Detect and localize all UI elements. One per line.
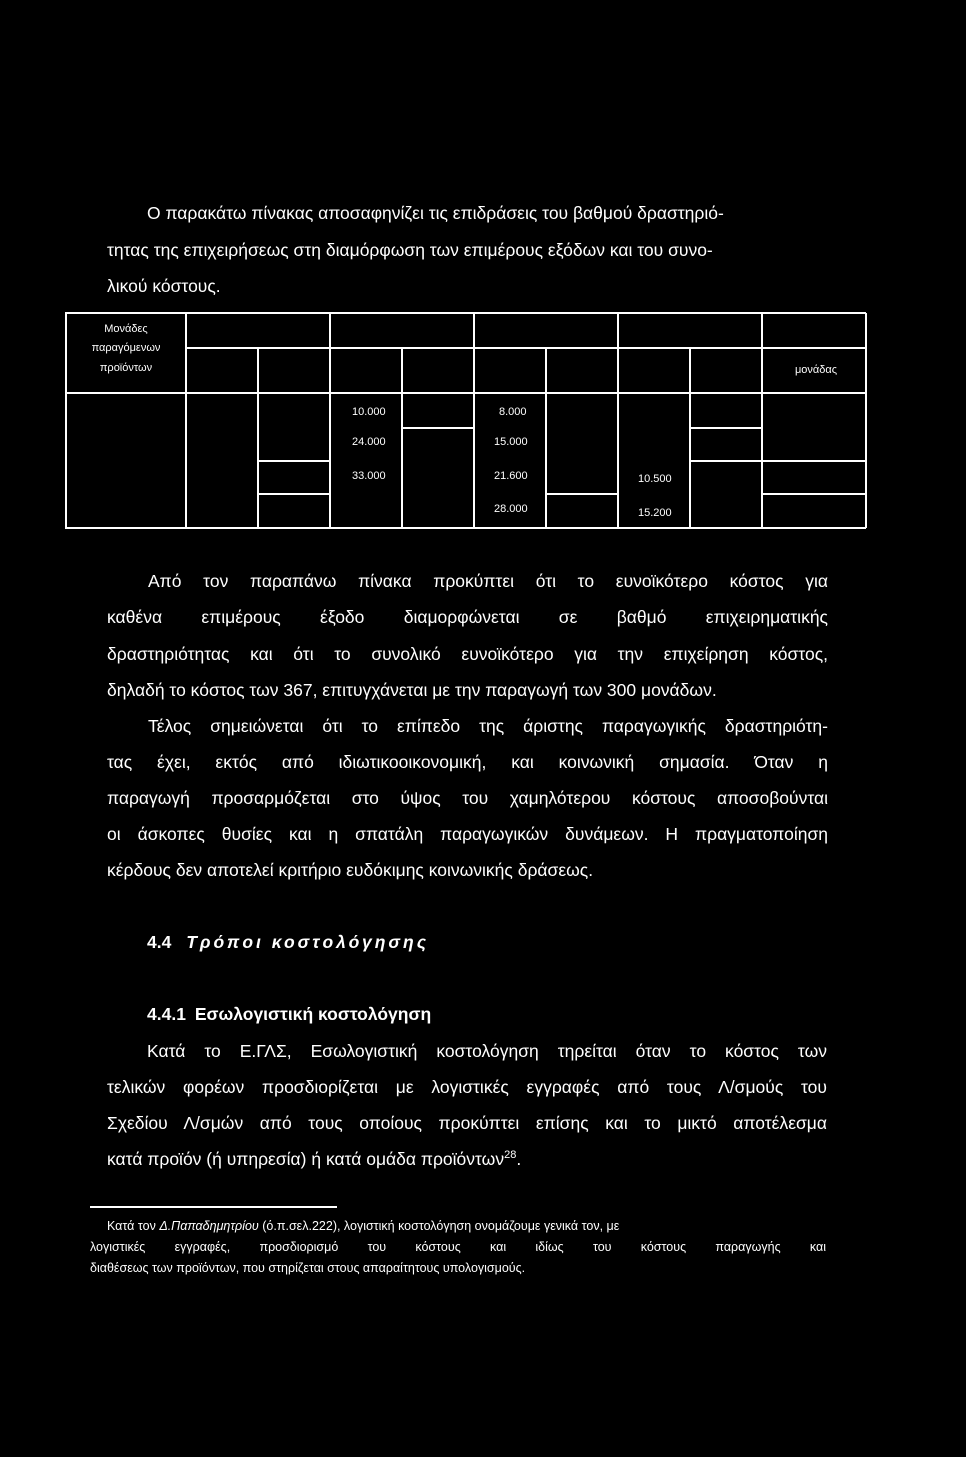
body-line-6: τας έχει, εκτός από ιδιωτικοοικονομική, και κοινωνική σημασία. Όταν η (107, 752, 828, 772)
intro-line-3: λικού κόστους. (107, 276, 221, 296)
section-number: 4.4 (147, 932, 172, 952)
body-line-5: Τέλος σημειώνεται ότι το επίπεδο της άριστης παραγωγικής δραστηριότη- (148, 716, 828, 736)
sub-line-3: Σχεδίου Λ/σμών από τους οποίους προκύπτει επίσης και το μικτό αποτέλεσμα (107, 1113, 827, 1133)
body-line-9: κέρδους δεν αποτελεί κριτήριο ευδόκιμης κοινωνικής δράσεως. (107, 860, 594, 880)
table-cell: 8.000 (499, 406, 527, 418)
table-grid (0, 0, 966, 540)
sub-line-2: τελικών φορέων προσδιορίζεται με λογιστικές εγγραφές από τους Λ/σμούς του (107, 1077, 827, 1097)
subsection-number: 4.4.1 (147, 1004, 186, 1024)
table-cell: 10.000 (352, 406, 386, 418)
sub-line-4-text: κατά προϊόν (ή υπηρεσία) ή κατά ομάδα προϊόντων (107, 1149, 505, 1169)
intro-line-2: τητας της επιχειρήσεως στη διαμόρφωση των επιμέρους εξόδων και του συνο- (107, 240, 713, 260)
sub-line-4-suffix: . (516, 1149, 522, 1169)
table-header-unit: μονάδας (794, 364, 838, 376)
table-cell: 24.000 (352, 436, 386, 448)
footnote-line-1-rest: (ό.π.σελ.222), λογιστική κοστολόγηση ονομάζουμε γενικά τον, με (258, 1219, 620, 1233)
table-cell: 15.000 (494, 436, 528, 448)
intro-line-1: Ο παρακάτω πίνακας αποσαφηνίζει τις επιδράσεις του βαθμού δραστηριό- (147, 203, 724, 223)
table-cell: 28.000 (494, 503, 528, 515)
footnote-reference[interactable]: 28 (504, 1149, 517, 1162)
subsection-title: Εσωλογιστική κοστολόγηση (194, 1004, 432, 1024)
table-cell: 33.000 (352, 470, 386, 482)
footnote-line-2: λογιστικές εγγραφές, προσδιορισμό του κόστους και ιδίως του κόστους παραγωγής και (90, 1240, 826, 1254)
footnote-line-3: διαθέσεως των προϊόντων, που στηρίζεται στους απαραίτητους υπολογισμούς. (90, 1261, 526, 1275)
cost-table (0, 0, 966, 540)
table-cell: 21.600 (494, 470, 528, 482)
section-title: Τρόποι κοστολόγησης (186, 932, 430, 952)
body-line-1: Από τον παραπάνω πίνακα προκύπτει ότι το ευνοϊκότερο κόστος για (148, 571, 828, 591)
footnote-line-1 (107, 1219, 619, 1233)
subsection-heading (147, 1004, 431, 1025)
table-header-line-1: Μονάδες (104, 323, 148, 335)
section-heading (147, 932, 429, 953)
body-line-2: καθένα επιμέρους έξοδο διαμορφώνεται σε βαθμό επιχειρηματικής (107, 607, 828, 627)
sub-line-1: Κατά το Ε.ΓΛΣ, Εσωλογιστική κοστολόγηση τηρείται όταν το κόστος των (147, 1041, 827, 1061)
sub-line-4 (107, 1149, 521, 1170)
table-cell: 10.500 (638, 473, 672, 485)
body-line-3: δραστηριότητας και ότι το συνολικό ευνοϊκότερο για την επιχείρηση κόστος, (107, 644, 828, 664)
footnote-prefix: Κατά τον (107, 1219, 160, 1233)
footnote-separator (90, 1206, 337, 1208)
footnote-author: Δ.Παπαδημητρίου (159, 1219, 259, 1233)
body-line-7: παραγωγή προσαρμόζεται στο ύψος του χαμηλότερου κόστους αποσοβούνται (107, 788, 828, 808)
table-header-line-3: προϊόντων (99, 362, 153, 374)
table-header-line-2: παραγόμενων (91, 342, 161, 354)
table-cell: 15.200 (638, 507, 672, 519)
body-line-4: δηλαδή το κόστος των 367, επιτυγχάνεται με την παραγωγή των 300 μονάδων. (107, 680, 717, 700)
body-line-8: οι άσκοπες θυσίες και η σπατάλη παραγωγικών δυνάμεων. Η πραγματοποίηση (107, 824, 828, 844)
